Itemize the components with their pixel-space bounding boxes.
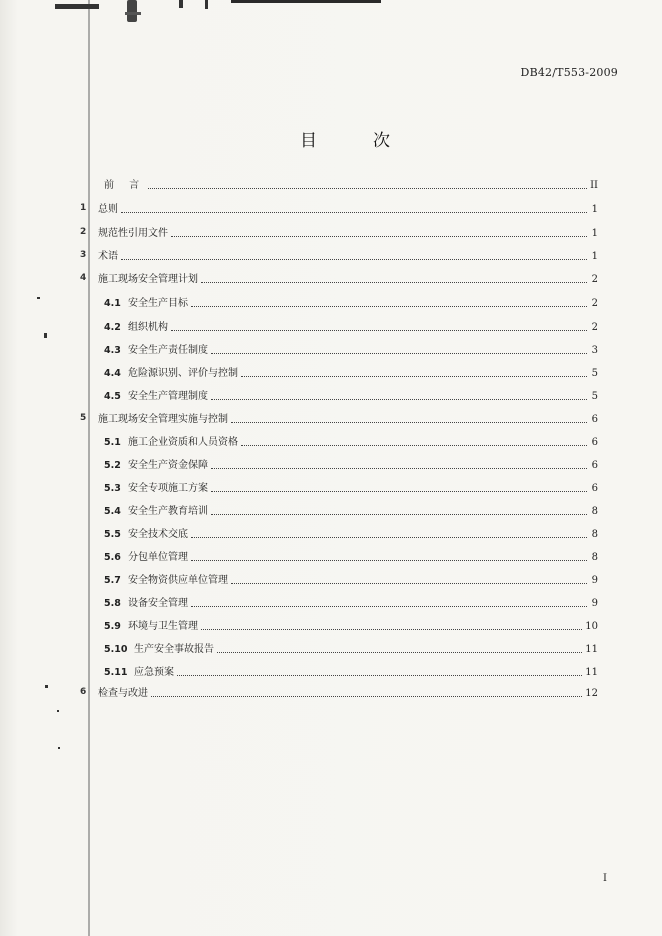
toc-entry-number: 4.5 [104,391,121,402]
toc-entry-title: 术语 [98,251,118,262]
toc-entry-page: 8 [591,552,598,563]
toc-entry-page: 8 [591,529,598,540]
toc-entry-page: 9 [591,575,598,586]
toc-entry[interactable] [104,642,598,656]
toc-dot-leader [151,695,582,697]
toc-entry-number: 2 [80,227,87,237]
toc-entry[interactable] [104,596,598,610]
toc-dot-leader [177,674,582,676]
toc-dot-leader [231,421,587,423]
toc-entry-title: 安全物资供应单位管理 [128,575,228,586]
toc-entry[interactable] [104,366,598,380]
toc-entry-number: 5.6 [104,552,121,563]
toc-entry[interactable] [104,435,598,449]
toc-entry[interactable] [98,412,598,426]
toc-entry[interactable] [104,389,598,403]
title-char-2: 次 [373,131,390,151]
toc-dot-leader [191,605,587,607]
toc-entry-number: 4.2 [104,322,121,333]
toc-entry-number: 5.11 [104,667,128,678]
toc-entry-number: 5.1 [104,437,121,448]
binding-line [88,0,90,936]
toc-entry[interactable] [104,550,598,564]
toc-entry-title: 安全生产资金保障 [128,460,208,471]
toc-entry-title: 安全专项施工方案 [128,483,208,494]
toc-entry-title: 危险源识别、评价与控制 [128,368,238,379]
toc-entry[interactable] [98,686,598,700]
scan-speck [45,685,48,688]
toc-entry[interactable] [104,296,598,310]
toc-entry-page: 1 [591,228,598,239]
title-char-1: 目 [300,131,317,151]
toc-entry-title: 安全生产目标 [128,298,188,309]
toc-dot-leader [211,490,587,492]
toc-dot-leader [217,651,582,653]
toc-entry-page: 1 [591,251,598,262]
toc-entry-title: 生产安全事故报告 [134,644,214,655]
scan-marks [55,0,385,16]
toc-entry-number: 3 [80,250,87,260]
toc-entry-number: 5.5 [104,529,121,540]
toc-dot-leader [211,513,587,515]
toc-dot-leader [211,398,587,400]
toc-entry-title: 分包单位管理 [128,552,188,563]
toc-dot-leader [211,467,587,469]
toc-entry[interactable] [104,573,598,587]
toc-entry[interactable] [98,272,598,286]
toc-entry-title: 安全技术交底 [128,529,188,540]
toc-entry[interactable] [98,202,598,216]
scan-speck [57,710,59,712]
toc-dot-leader [148,187,587,189]
toc-entry[interactable] [104,481,598,495]
toc-entry-page: 6 [591,460,598,471]
toc-entry-title: 设备安全管理 [128,598,188,609]
toc-entry-page: 5 [591,391,598,402]
toc-entry-title: 施工现场安全管理计划 [98,274,198,285]
toc-entry-page: 11 [585,667,598,678]
toc-dot-leader [241,375,587,377]
toc-entry[interactable] [104,619,598,633]
toc-entry-page: II [590,180,598,191]
toc-dot-leader [171,329,587,331]
page-title [300,126,390,151]
toc-entry-number: 4.3 [104,345,121,356]
toc-entry-number: 6 [80,687,87,697]
toc-entry-title: 安全生产教育培训 [128,506,208,517]
toc-entry-number: 1 [80,203,87,213]
toc-entry-title: 规范性引用文件 [98,228,168,239]
toc-entry-number: 4 [80,273,87,283]
toc-entry-page: 6 [591,483,598,494]
toc-entry-page: 2 [591,274,598,285]
toc-dot-leader [121,211,587,213]
toc-dot-leader [191,536,587,538]
toc-entry-title: 安全生产管理制度 [128,391,208,402]
toc-entry[interactable] [104,343,598,357]
toc-entry-number: 5.3 [104,483,121,494]
toc-entry-page: 6 [591,414,598,425]
toc-entry-page: 5 [591,368,598,379]
page-number: I [603,873,607,884]
toc-dot-leader [201,628,582,630]
toc-entry[interactable] [104,458,598,472]
document-code: DB42/T553-2009 [520,66,618,79]
toc-entry-number: 5.10 [104,644,128,655]
scan-speck [58,747,60,749]
toc-entry-title: 环境与卫生管理 [128,621,198,632]
toc-entry-number: 5.2 [104,460,121,471]
toc-entry-title: 施工现场安全管理实施与控制 [98,414,228,425]
toc-entry-number: 5.4 [104,506,121,517]
toc-entry-page: 2 [591,298,598,309]
toc-entry[interactable] [104,665,598,679]
toc-entry-page: 8 [591,506,598,517]
toc-entry-page: 2 [591,322,598,333]
toc-entry-page: 1 [591,204,598,215]
toc-entry[interactable] [104,527,598,541]
toc-entry-page: 6 [591,437,598,448]
toc-entry-title: 前 言 [104,180,146,191]
toc-entry[interactable] [98,226,598,240]
toc-dot-leader [191,559,587,561]
toc-entry-title: 检查与改进 [98,688,148,699]
toc-entry-page: 9 [591,598,598,609]
toc-entry-page: 11 [585,644,598,655]
toc-entry-title: 施工企业资质和人员资格 [128,437,238,448]
toc-dot-leader [191,305,587,307]
toc-entry-number: 4.1 [104,298,121,309]
toc-entry-number: 5.8 [104,598,121,609]
toc-dot-leader [211,352,587,354]
toc-entry[interactable] [98,178,598,192]
scan-speck [44,333,47,338]
toc-entry-page: 12 [585,688,598,699]
toc-dot-leader [171,235,587,237]
toc-entry-title: 总则 [98,204,118,215]
toc-entry-title: 应急预案 [134,667,174,678]
toc-entry-title: 组织机构 [128,322,168,333]
toc-dot-leader [121,258,587,260]
toc-entry-number: 5 [80,413,87,423]
toc-dot-leader [241,444,587,446]
toc-entry[interactable] [104,320,598,334]
toc-entry-number: 5.7 [104,575,121,586]
scan-speck [37,297,40,299]
toc-entry-number: 4.4 [104,368,121,379]
toc-entry-title: 安全生产责任制度 [128,345,208,356]
toc-entry-page: 3 [591,345,598,356]
toc-entry-page: 10 [585,621,598,632]
toc-entry-number: 5.9 [104,621,121,632]
toc-dot-leader [231,582,587,584]
toc-entry[interactable] [98,249,598,263]
toc-entry[interactable] [104,504,598,518]
toc-dot-leader [201,281,587,283]
